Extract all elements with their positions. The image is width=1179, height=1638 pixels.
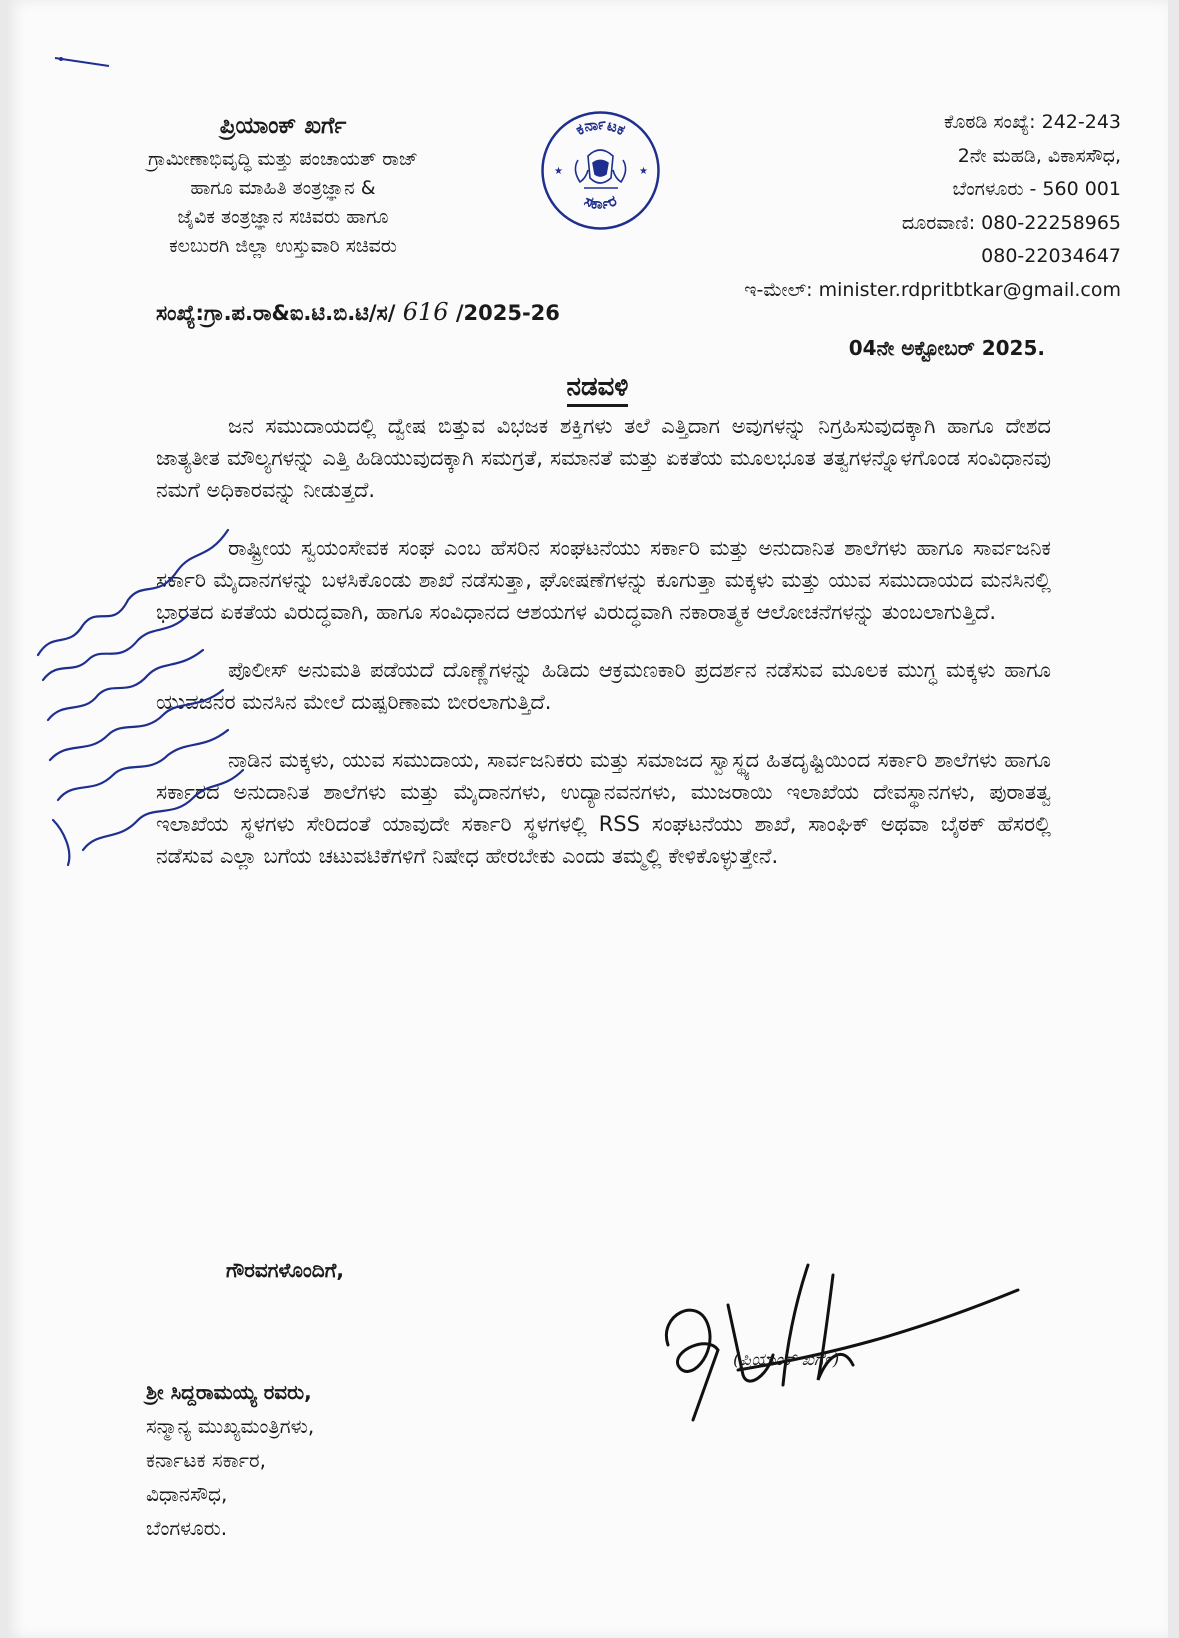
- phone-number-2: 080-22034647: [981, 245, 1121, 267]
- closing-salutation: ಗೌರವಗಳೊಂದಿಗೆ,: [226, 1258, 344, 1282]
- room-number: ಕೊಠಡಿ ಸಂಖ್ಯೆ: 242-243: [943, 111, 1121, 133]
- letter-body: [156, 410, 1051, 898]
- body-paragraph: ಜನ ಸಮುದಾಯದಲ್ಲಿ ದ್ವೇಷ ಬಿತ್ತುವ ವಿಭಜಕ ಶಕ್ತಿಗಳು ತಲೆ ಎತ್ತಿದಾಗ ಅವುಗಳನ್ನು ನಿಗ್ರಹಿಸುವುದಕ್ಕಾಗಿ ಹಾಗೂ ದೇಶದ ಜಾತ್ಯತೀತ ಮೌಲ್ಯಗಳನ್ನು ಎತ್ತಿ ಹಿಡಿಯುವುದಕ್ಕಾಗಿ ಸಮಗ್ರತೆ, ಸಮಾನತೆ ಮತ್ತು ಏಕತೆಯ ಮೂಲಭೂತ ತತ್ವಗಳನ್ನೊಳಗೊಂಡ ಸಂವಿಧಾನವು ನಮಗೆ ಅಧಿಕಾರವನ್ನು ನೀಡುತ್ತದೆ.: [156, 414, 1051, 502]
- recipient-line: ಬೆಂಗಳೂರು.: [146, 1516, 228, 1540]
- recipient-address: [146, 1375, 314, 1545]
- karnataka-emblem-icon: [538, 108, 663, 233]
- handwritten-margin-note: [28, 520, 278, 900]
- svg-text:ಸರ್ಕಾರ: [582, 191, 620, 212]
- recipient-line: ವಿಧಾನಸೌಧ,: [146, 1482, 228, 1506]
- letter-heading: [8, 372, 1179, 403]
- letter-page: [8, 0, 1168, 1638]
- body-paragraph: ರಾಷ್ಟ್ರೀಯ ಸ್ವಯಂಸೇವಕ ಸಂಘ ಎಂಬ ಹೆಸರಿನ ಸಂಘಟನೆಯು ಸರ್ಕಾರಿ ಮತ್ತು ಅನುದಾನಿತ ಶಾಲೆಗಳು ಹಾಗೂ ಸಾರ್ವಜನಿಕ ಸರ್ಕಾರಿ ಮೈದಾನಗಳನ್ನು ಬಳಸಿಕೊಂಡು ಶಾಖೆ ನಡೆಸುತ್ತಾ, ಘೋಷಣೆಗಳನ್ನು ಕೂಗುತ್ತಾ ಮಕ್ಕಳು ಮತ್ತು ಯುವ ಸಮುದಾಯದ ಮನಸಿನಲ್ಲಿ ಭಾರತದ ಏಕತೆಯ ವಿರುದ್ಧವಾಗಿ, ಹಾಗೂ ಸಂವಿಧಾನದ ಆಶಯಗಳ ವಿರುದ್ಧವಾಗಿ ನಕಾರಾತ್ಮಕ ಆಲೋಚನೆಗಳನ್ನು ತುಂಬಲಾಗುತ್ತಿದೆ.: [156, 536, 1051, 624]
- body-paragraph: ಪೊಲೀಸ್ ಅನುಮತಿ ಪಡೆಯದೆ ದೊಣ್ಣೆಗಳನ್ನು ಹಿಡಿದು ಆಕ್ರಮಣಕಾರಿ ಪ್ರದರ್ಶನ ನಡೆಸುವ ಮೂಲಕ ಮುಗ್ಧ ಮಕ್ಕಳು ಹಾಗೂ ಯುವಜನರ ಮನಸಿನ ಮೇಲೆ ದುಷ್ಪರಿಣಾಮ ಬೀರಲಾಗುತ್ತಿದೆ.: [156, 658, 1051, 714]
- emblem-bottom-text: ಸರ್ಕಾರ: [581, 191, 620, 213]
- reference-prefix: ಸಂಖ್ಯೆ:ಗ್ರಾ.ಪ.ರಾ&ಐ.ಟಿ.ಬಿ.ಟಿ/ಸ/: [156, 301, 396, 325]
- city-pincode: ಬೆಂಗಳೂರು - 560 001: [952, 178, 1121, 200]
- email-label: ಇ-ಮೇಲ್:: [744, 278, 813, 301]
- email-address: minister.rdpritbtkar@gmail.com: [818, 278, 1121, 301]
- minister-dept-line: ಕಲಬುರಗಿ ಜಿಲ್ಲಾ ಉಸ್ತುವಾರಿ ಸಚಿವರು: [169, 235, 397, 257]
- pen-mark-icon: [53, 44, 113, 74]
- recipient-line: ಕರ್ನಾಟಕ ಸರ್ಕಾರ,: [146, 1448, 266, 1472]
- recipient-name: ಶ್ರೀ ಸಿದ್ದರಾಮಯ್ಯ ರವರು,: [146, 1380, 312, 1404]
- phone-line: [658, 207, 1121, 241]
- phone-number: 080-22258965: [981, 211, 1121, 234]
- reference-handwritten-number: 616: [402, 298, 449, 326]
- signature-name: (ಪ್ರಿಯಾಂಕ್ ಖರ್ಗೆ): [733, 1350, 840, 1370]
- reference-number: [156, 298, 560, 326]
- letter-date: 04ನೇ ಅಕ್ಟೋಬರ್ 2025.: [848, 336, 1045, 360]
- reference-suffix: /2025-26: [455, 301, 560, 325]
- emblem-top-text: ಕರ್ನಾಟಕ: [572, 114, 629, 139]
- svg-text:★: ★: [639, 166, 648, 177]
- minister-dept-line: ಗ್ರಾಮೀಣಾಭಿವೃದ್ಧಿ ಮತ್ತು ಪಂಚಾಯತ್ ರಾಜ್: [148, 148, 418, 170]
- signature-icon: [648, 1255, 1028, 1425]
- svg-text:★: ★: [554, 166, 563, 177]
- minister-dept-line: ಹಾಗೂ ಮಾಹಿತಿ ತಂತ್ರಜ್ಞಾನ &: [190, 177, 376, 199]
- minister-letterhead: [78, 112, 488, 261]
- recipient-line: ಸನ್ಮಾನ್ಯ ಮುಖ್ಯಮಂತ್ರಿಗಳು,: [146, 1414, 315, 1438]
- heading-text: ನಡವಳಿ: [567, 372, 629, 407]
- body-paragraph: ನಾಡಿನ ಮಕ್ಕಳು, ಯುವ ಸಮುದಾಯ, ಸಾರ್ವಜನಿಕರು ಮತ್ತು ಸಮಾಜದ ಸ್ವಾಸ್ಥ್ಯದ ಹಿತದೃಷ್ಟಿಯಿಂದ ಸರ್ಕಾರಿ ಶಾಲೆಗಳು ಹಾಗೂ ಸರ್ಕಾರದ ಅನುದಾನಿತ ಶಾಲೆಗಳು ಮತ್ತು ಮೈದಾನಗಳು, ಉದ್ಯಾನವನಗಳು, ಮುಜರಾಯಿ ಇಲಾಖೆಯ ದೇವಸ್ಥಾನಗಳು, ಪುರಾತತ್ವ ಇಲಾಖೆಯ ಸ್ಥಳಗಳು ಸೇರಿದಂತೆ ಯಾವುದೇ ಸರ್ಕಾರಿ ಸ್ಥಳಗಳಲ್ಲಿ RSS ಸಂಘಟನೆಯು ಶಾಖೆ, ಸಾಂಘಿಕ್ ಅಥವಾ ಬೈಠಕ್ ಹೆಸರಲ್ಲಿ ನಡೆಸುವ ಎಲ್ಲಾ ಬಗೆಯ ಚಟುವಟಿಕೆಗಳಿಗೆ ನಿಷೇಧ ಹೇರಬೇಕು ಎಂದು ತಮ್ಮಲ್ಲಿ ಕೇಳಿಕೊಳ್ಳುತ್ತೇನೆ.: [156, 748, 1051, 868]
- svg-text:ಕರ್ನಾಟಕ: [573, 115, 628, 139]
- floor-address: 2ನೇ ಮಹಡಿ, ವಿಕಾಸಸೌಧ,: [957, 144, 1121, 167]
- minister-dept-line: ಜೈವಿಕ ತಂತ್ರಜ್ಞಾನ ಸಚಿವರು ಹಾಗೂ: [177, 206, 389, 228]
- phone-label: ದೂರವಾಣಿ:: [901, 211, 976, 234]
- minister-name: ಪ್ರಿಯಾಂಕ್ ಖರ್ಗೆ: [219, 113, 347, 139]
- email-line: [658, 274, 1121, 308]
- contact-block: [658, 106, 1121, 307]
